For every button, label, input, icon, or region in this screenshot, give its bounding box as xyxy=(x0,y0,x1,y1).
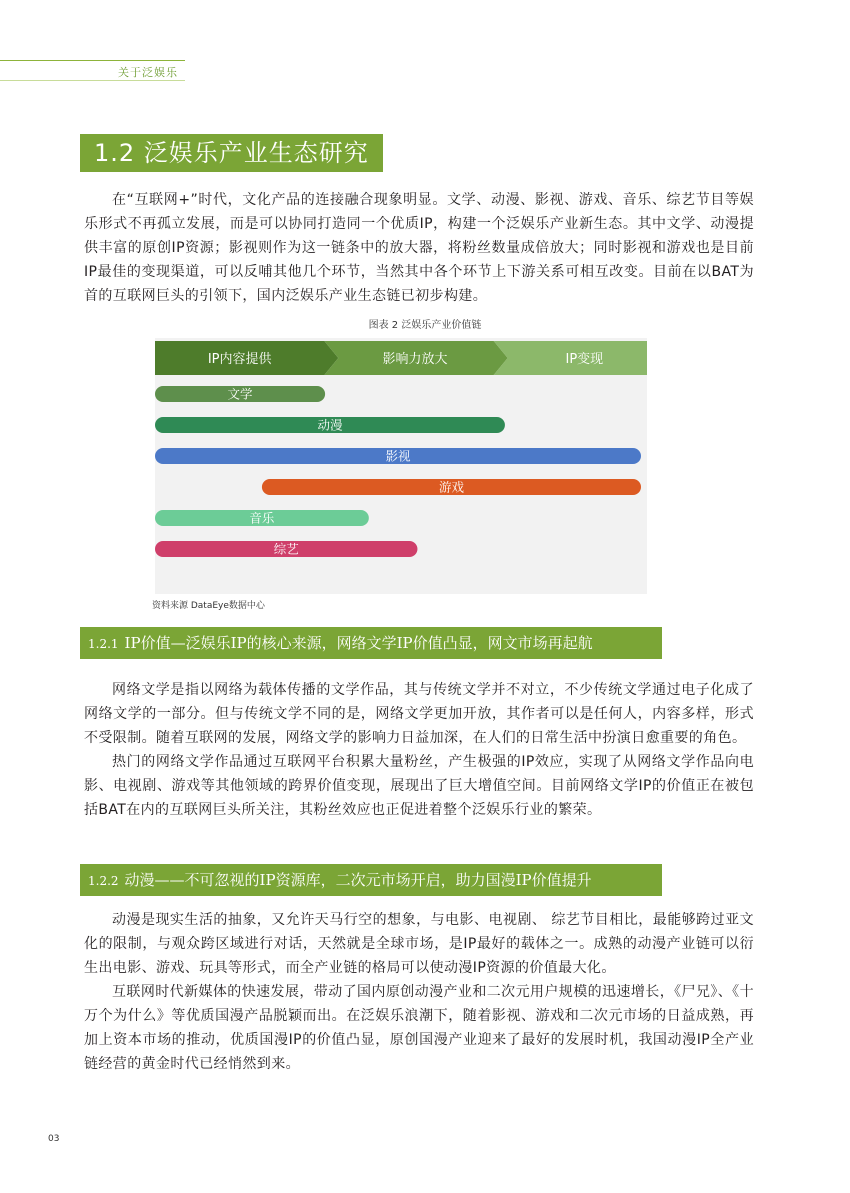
header-rule-bottom xyxy=(0,80,185,81)
bar-label: 文学 xyxy=(227,386,253,402)
subsection-2-paragraph-1: 动漫是现实生活的抽象，又允许天马行空的想象，与电影、电视剧、 综艺节目相比，最能够跨过亚文化的限制，与观众跨区域进行对话，天然就是全球市场，是IP最好的载体之一。成熟的动漫产业链可以衍生出电影、游戏、玩具等形式，而全产业链的格局可以使动漫IP资源的价值最大化。 xyxy=(84,912,754,976)
subsection-2-title: 动漫——不可忽视的IP资源库，二次元市场开启，助力国漫IP价值提升 xyxy=(124,871,592,889)
bar-label: 影视 xyxy=(385,448,411,464)
subsection-2-number: 1.2.2 xyxy=(88,874,119,888)
stage-label: IP变现 xyxy=(565,352,604,367)
value-chain-chart xyxy=(155,338,647,594)
subsection-2-paragraph-2: 互联网时代新媒体的快速发展，带动了国内原创动漫产业和二次元用户规模的迅速增长，《尸兄》、《十万个为什么》等优质国漫产品脱颖而出。在泛娱乐浪潮下，随着影视、游戏和二次元市场的日益成熟，再加上资本市场的推动，优质国漫IP的价值凸显，原创国漫产业迎来了最好的发展时机，我国动漫IP全产业链经营的黄金时代已经悄然到来。 xyxy=(84,984,754,1072)
subsection-1-paragraph-1: 网络文学是指以网络为载体传播的文学作品，其与传统文学并不对立，不少传统文学通过电子化成了网络文学的一部分。但与传统文学不同的是，网络文学更加开放，其作者可以是任何人，内容多样，形式不受限制。随着互联网的发展，网络文学的影响力日益加深，在人们的日常生活中扮演日愈重要的角色。 xyxy=(84,682,754,746)
intro-text xyxy=(84,188,754,308)
subsection-1-body xyxy=(84,678,754,822)
bar-label: 游戏 xyxy=(438,479,464,495)
bar-label: 动漫 xyxy=(317,417,343,433)
subsection-1-paragraph-2: 热门的网络文学作品通过互联网平台积累大量粉丝，产生极强的IP效应，实现了从网络文学作品向电影、电视剧、游戏等其他领域的跨界价值变现，展现出了巨大增值空间。目前网络文学IP的价值正在被包括BAT在内的互联网巨头所关注，其粉丝效应也正促进着整个泛娱乐行业的繁荣。 xyxy=(84,754,754,818)
bar-label: 音乐 xyxy=(249,510,275,526)
subsection-1-heading xyxy=(80,627,662,659)
figure-caption: 图表 2 泛娱乐产业价值链 xyxy=(368,320,482,331)
subsection-1-title: IP价值—泛娱乐IP的核心来源，网络文学IP价值凸显，网文市场再起航 xyxy=(124,634,593,652)
intro-paragraph: 在“互联网+”时代，文化产品的连接融合现象明显。文学、动漫、影视、游戏、音乐、综艺节目等娱乐形式不再孤立发展，而是可以协同打造同一个优质IP，构建一个泛娱乐产业新生态。其中文学、动漫提供丰富的原创IP资源；影视则作为这一链条中的放大器，将粉丝数量成倍放大；同时影视和游戏也是目前IP最佳的变现渠道，可以反哺其他几个环节，当然其中各个环节上下游关系可相互改变。目前在以BAT为首的互联网巨头的引领下，国内泛娱乐产业生态链已初步构建。 xyxy=(84,192,754,304)
running-head: 关于泛娱乐 xyxy=(118,66,178,79)
subsection-2-heading xyxy=(80,864,662,896)
stage-label: IP内容提供 xyxy=(207,352,272,367)
figure-source: 资料来源 DataEye数据中心 xyxy=(152,601,265,611)
bar-label: 综艺 xyxy=(273,541,299,557)
stage-label: 影响力放大 xyxy=(382,352,448,367)
subsection-1-number: 1.2.1 xyxy=(88,637,119,651)
header-rule-top xyxy=(0,60,185,61)
section-title: 1.2 泛娱乐产业生态研究 xyxy=(80,134,383,172)
subsection-2-body xyxy=(84,908,754,1076)
page-number: 03 xyxy=(48,1134,60,1144)
value-chain-svg xyxy=(155,338,647,594)
